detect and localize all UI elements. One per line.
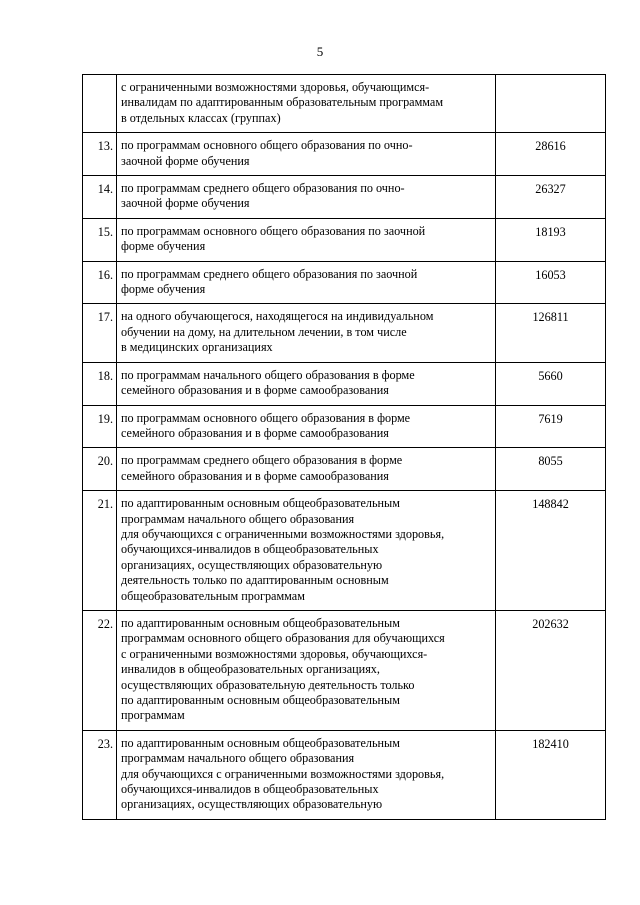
description-line: деятельность только по адаптированным основным xyxy=(121,573,389,588)
row-number: 23. xyxy=(83,730,117,819)
table-row xyxy=(83,610,606,730)
row-number: 19. xyxy=(83,405,117,448)
description-line: программам начального общего образования xyxy=(121,511,355,526)
row-value: 5660 xyxy=(496,362,606,405)
row-value xyxy=(496,75,606,133)
description-line: по программам основного общего образования по заочной xyxy=(121,223,426,238)
description-line: по программам основного общего образования по очно- xyxy=(121,138,413,153)
row-number: 16. xyxy=(83,261,117,304)
table-row xyxy=(83,405,606,448)
table-row xyxy=(83,176,606,219)
row-description xyxy=(117,730,496,819)
row-description xyxy=(117,491,496,611)
funding-table xyxy=(82,74,606,820)
row-value: 18193 xyxy=(496,218,606,261)
row-number: 21. xyxy=(83,491,117,611)
description-line: по программам основного общего образования в форме xyxy=(121,410,411,425)
row-value: 202632 xyxy=(496,610,606,730)
description-line: по программам среднего общего образования в форме xyxy=(121,453,403,468)
table-row xyxy=(83,218,606,261)
row-description xyxy=(117,176,496,219)
description-line: инвалидам по адаптированным образовательным программам xyxy=(121,95,444,110)
row-number: 14. xyxy=(83,176,117,219)
table-row xyxy=(83,362,606,405)
row-value: 8055 xyxy=(496,448,606,491)
description-line: программам начального общего образования xyxy=(121,751,355,766)
description-line: форме обучения xyxy=(121,282,206,297)
row-description xyxy=(117,304,496,362)
description-line: по программам среднего общего образования по очно- xyxy=(121,181,405,196)
row-number xyxy=(83,75,117,133)
row-number: 22. xyxy=(83,610,117,730)
row-description xyxy=(117,405,496,448)
table-row xyxy=(83,261,606,304)
row-description xyxy=(117,610,496,730)
row-number: 13. xyxy=(83,133,117,176)
description-line: по адаптированным основным общеобразовательным xyxy=(121,615,400,630)
description-line: на одного обучающегося, находящегося на индивидуальном xyxy=(121,309,434,324)
description-line: в отдельных классах (группах) xyxy=(121,110,281,125)
row-number: 18. xyxy=(83,362,117,405)
description-line: общеобразовательным программам xyxy=(121,588,305,603)
table-row xyxy=(83,491,606,611)
description-line: по адаптированным основным общеобразовательным xyxy=(121,693,400,707)
table-row xyxy=(83,133,606,176)
description-line: программам xyxy=(121,708,185,723)
description-line: семейного образования и в форме самообразования xyxy=(121,425,389,440)
description-line: для обучающихся с ограниченными возможностями здоровья, xyxy=(121,766,445,781)
row-description xyxy=(117,362,496,405)
row-value: 16053 xyxy=(496,261,606,304)
row-description xyxy=(117,448,496,491)
description-line: с ограниченными возможностями здоровья, обучающимся- xyxy=(121,80,430,94)
description-line: организациях, осуществляющих образовательную xyxy=(121,797,383,812)
table-row xyxy=(83,730,606,819)
description-line: организациях, осуществляющих образовательную xyxy=(121,557,383,572)
description-line: инвалидов в общеобразовательных организациях, xyxy=(121,662,380,677)
description-line: обучающихся-инвалидов в общеобразовательных xyxy=(121,782,379,797)
description-line: семейного образования и в форме самообразования xyxy=(121,468,389,483)
row-value: 7619 xyxy=(496,405,606,448)
description-line: программам основного общего образования для обучающихся xyxy=(121,631,445,646)
description-line: заочной форме обучения xyxy=(121,196,250,211)
description-line: обучении на дому, на длительном лечении, в том числе xyxy=(121,324,407,339)
row-number: 15. xyxy=(83,218,117,261)
description-line: по программам среднего общего образования по заочной xyxy=(121,266,418,281)
row-number: 17. xyxy=(83,304,117,362)
description-line: в медицинских организациях xyxy=(121,340,273,355)
table-row xyxy=(83,304,606,362)
page-number: 5 xyxy=(316,44,324,59)
description-line: для обучающихся с ограниченными возможностями здоровья, xyxy=(121,526,445,541)
description-line: осуществляющих образовательную деятельность только xyxy=(121,677,415,692)
description-line: по программам начального общего образования в форме xyxy=(121,367,415,382)
row-description xyxy=(117,261,496,304)
row-value: 182410 xyxy=(496,730,606,819)
description-line: форме обучения xyxy=(121,239,206,254)
row-value: 126811 xyxy=(496,304,606,362)
row-value: 28616 xyxy=(496,133,606,176)
row-description xyxy=(117,218,496,261)
row-description xyxy=(117,75,496,133)
description-line: обучающихся-инвалидов в общеобразовательных xyxy=(121,542,379,557)
description-line: заочной форме обучения xyxy=(121,153,250,168)
row-value: 26327 xyxy=(496,176,606,219)
row-number: 20. xyxy=(83,448,117,491)
description-line: по адаптированным основным общеобразовательным xyxy=(121,735,400,750)
table-row xyxy=(83,75,606,133)
description-line: с ограниченными возможностями здоровья, обучающихся- xyxy=(121,646,428,661)
table-row xyxy=(83,448,606,491)
row-description xyxy=(117,133,496,176)
row-value: 148842 xyxy=(496,491,606,611)
description-line: по адаптированным основным общеобразовательным xyxy=(121,496,400,511)
description-line: семейного образования и в форме самообразования xyxy=(121,383,389,398)
